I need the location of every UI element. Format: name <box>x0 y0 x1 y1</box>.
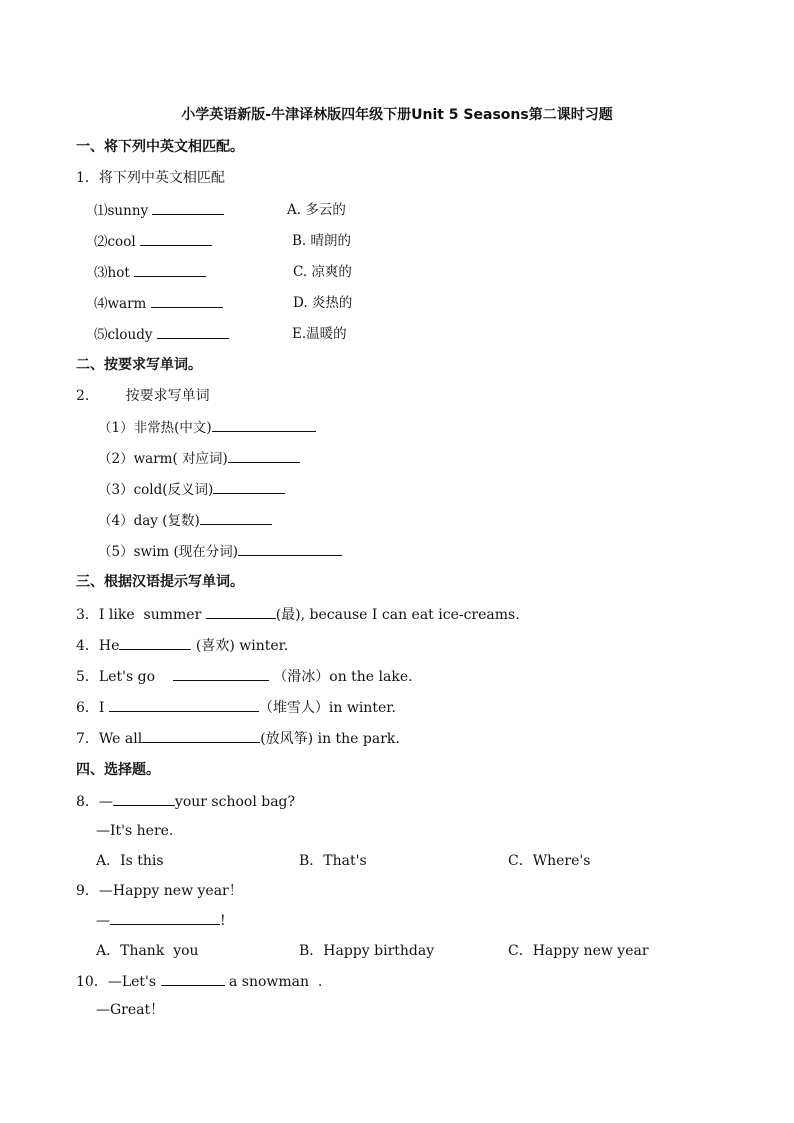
question-8 <box>76 792 295 811</box>
answer-blank[interactable] <box>142 729 260 743</box>
match-option-e: E.温暖的 <box>292 326 347 342</box>
answer-blank[interactable] <box>119 636 191 650</box>
match-term: ⑸cloudy <box>94 327 153 343</box>
question-text: — <box>96 913 110 929</box>
q9-option-a[interactable]: A．Thank you <box>96 943 199 959</box>
section-1-heading: 一、将下列中英文相匹配。 <box>76 139 244 155</box>
match-item-2 <box>94 232 212 251</box>
answer-blank[interactable] <box>134 263 206 277</box>
question-4 <box>76 636 288 655</box>
match-term: ⑶hot <box>94 265 130 281</box>
word-prompt: （4）day (复数) <box>98 513 200 529</box>
question-9-reply <box>96 911 226 930</box>
question-text: ! <box>220 913 226 929</box>
section-2-heading: 二、按要求写单词。 <box>76 357 202 373</box>
match-option-c: C. 凉爽的 <box>293 264 352 280</box>
q8-option-c[interactable]: C．Where's <box>508 853 591 869</box>
question-7 <box>76 729 400 748</box>
q9-option-c[interactable]: C．Happy new year <box>508 943 649 959</box>
section-4-heading: 四、选择题。 <box>76 762 160 778</box>
q8-option-a[interactable]: A．Is this <box>96 853 164 869</box>
word-prompt: （2）warm( 对应词) <box>98 451 228 467</box>
question-2: 2． 按要求写单词 <box>76 388 210 404</box>
question-8-reply: —It's here. <box>96 823 174 839</box>
question-text: a snowman . <box>224 974 323 990</box>
question-text: (放风筝) in the park. <box>260 731 400 747</box>
word-item-3 <box>98 480 285 499</box>
match-term: ⑷warm <box>94 296 147 312</box>
q8-option-b[interactable]: B．That's <box>299 853 367 869</box>
question-text: （滑冰）on the lake. <box>268 669 413 685</box>
answer-blank[interactable] <box>206 605 276 619</box>
question-number: 9． <box>76 883 99 899</box>
word-prompt: （3）cold(反义词) <box>98 482 214 498</box>
question-text: your school bag? <box>174 794 296 810</box>
match-term: ⑵cool <box>94 234 136 250</box>
match-item-3 <box>94 263 206 282</box>
match-item-5 <box>94 325 229 344</box>
question-number: 7． <box>76 731 99 747</box>
answer-blank[interactable] <box>113 792 175 806</box>
answer-blank[interactable] <box>161 972 225 986</box>
question-number: 6． <box>76 700 99 716</box>
match-option-b: B. 晴朗的 <box>292 233 352 249</box>
question-number: 3． <box>76 607 99 623</box>
match-option-a: A. 多云的 <box>287 202 346 218</box>
match-item-4 <box>94 294 223 313</box>
question-10-reply: —Great！ <box>96 1002 165 1018</box>
question-text: He <box>98 638 120 654</box>
answer-blank[interactable] <box>157 325 229 339</box>
question-text: — <box>98 794 113 810</box>
match-term: ⑴sunny <box>94 203 149 219</box>
match-item-1 <box>94 201 224 220</box>
answer-blank[interactable] <box>151 294 223 308</box>
question-3 <box>76 605 520 624</box>
question-text: Let's go <box>98 669 173 685</box>
answer-blank[interactable] <box>238 542 342 556</box>
question-text: I like summer <box>98 607 206 623</box>
question-number: 8． <box>76 794 99 810</box>
question-9 <box>76 882 243 900</box>
answer-blank[interactable] <box>228 449 300 463</box>
page-title: 小学英语新版-牛津译林版四年级下册Unit 5 Seasons第二课时习题 <box>181 107 613 123</box>
answer-blank[interactable] <box>110 911 220 925</box>
word-item-1 <box>98 418 316 437</box>
section-3-heading: 三、根据汉语提示写单词。 <box>76 574 244 590</box>
question-6 <box>76 698 396 717</box>
word-item-2 <box>98 449 300 468</box>
word-item-5 <box>98 542 342 561</box>
q9-option-b[interactable]: B．Happy birthday <box>299 943 435 959</box>
question-5 <box>76 667 413 686</box>
answer-blank[interactable] <box>212 418 316 432</box>
match-option-d: D. 炎热的 <box>293 295 353 311</box>
question-10 <box>76 972 322 991</box>
answer-blank[interactable] <box>173 667 269 681</box>
question-number: 5． <box>76 669 99 685</box>
answer-blank[interactable] <box>109 698 259 712</box>
question-text: I <box>98 700 109 716</box>
answer-blank[interactable] <box>200 511 272 525</box>
question-number: 10． <box>76 974 108 990</box>
question-text: —Let's <box>107 974 161 990</box>
word-item-4 <box>98 511 272 530</box>
answer-blank[interactable] <box>213 480 285 494</box>
question-text: —Happy new year！ <box>98 883 243 899</box>
answer-blank[interactable] <box>152 201 224 215</box>
answer-blank[interactable] <box>140 232 212 246</box>
question-text: (喜欢) winter. <box>191 638 289 654</box>
word-prompt: （5）swim (现在分词) <box>98 544 239 560</box>
question-1: 1．将下列中英文相匹配 <box>76 170 225 186</box>
question-text: We all <box>98 731 143 747</box>
word-prompt: （1）非常热(中文) <box>98 420 212 436</box>
question-text: （堆雪人）in winter. <box>258 700 396 716</box>
question-number: 4． <box>76 638 99 654</box>
question-text: (最), because I can eat ice-creams. <box>275 607 520 623</box>
